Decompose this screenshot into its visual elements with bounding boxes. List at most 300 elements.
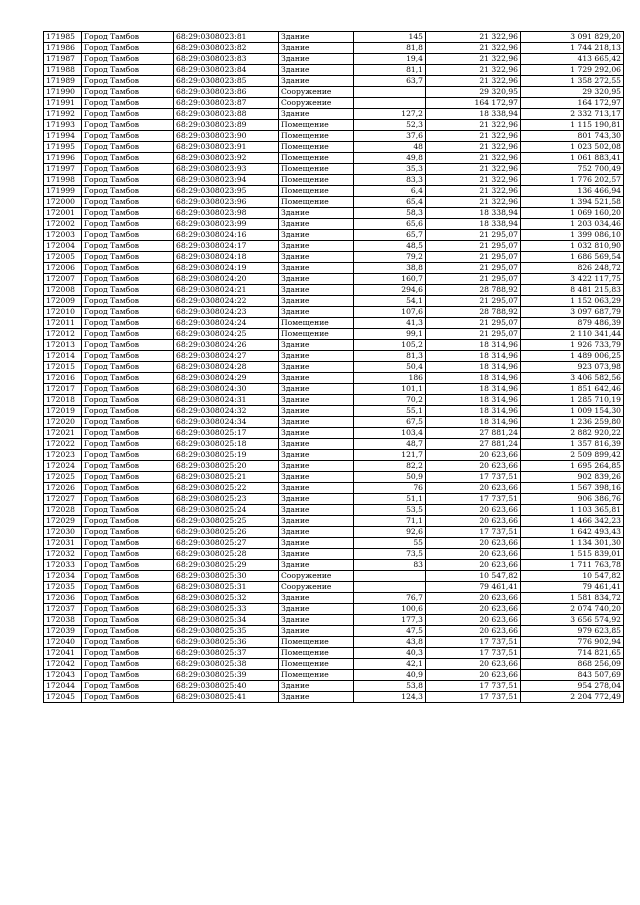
- specific-value-cell: 27 881,24: [426, 428, 521, 439]
- table-row: [44, 659, 624, 670]
- cadastral-number-cell: 68:29:0308023:82: [174, 43, 279, 54]
- specific-value-cell: 21 295,07: [426, 252, 521, 263]
- cadastral-value-cell: 1 394 521,58: [521, 197, 624, 208]
- specific-value-cell: 21 322,96: [426, 131, 521, 142]
- table-row: [44, 582, 624, 593]
- table-row: [44, 197, 624, 208]
- area-cell: 48,5: [354, 241, 426, 252]
- cadastral-number-cell: 68:29:0308025:38: [174, 659, 279, 670]
- cadastral-number-cell: 68:29:0308025:35: [174, 626, 279, 637]
- cadastral-number-cell: 68:29:0308025:26: [174, 527, 279, 538]
- area-cell: 65,6: [354, 219, 426, 230]
- table-row: [44, 241, 624, 252]
- row-number-cell: 172015: [44, 362, 82, 373]
- cadastral-number-cell: 68:29:0308023:81: [174, 32, 279, 43]
- table-row: [44, 109, 624, 120]
- table-row: [44, 274, 624, 285]
- cadastral-number-cell: 68:29:0308024:19: [174, 263, 279, 274]
- table-row: [44, 131, 624, 142]
- cadastral-number-cell: 68:29:0308024:21: [174, 285, 279, 296]
- municipality-cell: Город Тамбов: [82, 494, 174, 505]
- area-cell: 55,1: [354, 406, 426, 417]
- object-type-cell: Здание: [279, 296, 354, 307]
- area-cell: 50,9: [354, 472, 426, 483]
- cadastral-number-cell: 68:29:0308023:86: [174, 87, 279, 98]
- table-row: [44, 296, 624, 307]
- object-type-cell: Помещение: [279, 670, 354, 681]
- municipality-cell: Город Тамбов: [82, 527, 174, 538]
- area-cell: 38,8: [354, 263, 426, 274]
- cadastral-value-cell: 1 023 502,08: [521, 142, 624, 153]
- cadastral-number-cell: 68:29:0308023:92: [174, 153, 279, 164]
- cadastral-number-cell: 68:29:0308023:88: [174, 109, 279, 120]
- specific-value-cell: 21 295,07: [426, 296, 521, 307]
- specific-value-cell: 20 623,66: [426, 615, 521, 626]
- table-row: [44, 340, 624, 351]
- specific-value-cell: 18 314,96: [426, 406, 521, 417]
- municipality-cell: Город Тамбов: [82, 648, 174, 659]
- object-type-cell: Помещение: [279, 131, 354, 142]
- cadastral-value-cell: 1 115 190,81: [521, 120, 624, 131]
- object-type-cell: Здание: [279, 527, 354, 538]
- row-number-cell: 172033: [44, 560, 82, 571]
- cadastral-number-cell: 68:29:0308023:93: [174, 164, 279, 175]
- table-row: [44, 32, 624, 43]
- object-type-cell: Помещение: [279, 637, 354, 648]
- cadastral-value-table: [43, 31, 624, 703]
- table-body: [44, 32, 624, 703]
- row-number-cell: 172008: [44, 285, 82, 296]
- municipality-cell: Город Тамбов: [82, 428, 174, 439]
- cadastral-value-cell: 826 248,72: [521, 263, 624, 274]
- row-number-cell: 172020: [44, 417, 82, 428]
- municipality-cell: Город Тамбов: [82, 582, 174, 593]
- table-row: [44, 637, 624, 648]
- municipality-cell: Город Тамбов: [82, 560, 174, 571]
- cadastral-number-cell: 68:29:0308023:85: [174, 76, 279, 87]
- area-cell: 82,2: [354, 461, 426, 472]
- cadastral-number-cell: 68:29:0308024:22: [174, 296, 279, 307]
- cadastral-number-cell: 68:29:0308025:34: [174, 615, 279, 626]
- cadastral-value-cell: 1 515 839,01: [521, 549, 624, 560]
- specific-value-cell: 79 461,41: [426, 582, 521, 593]
- specific-value-cell: 20 623,66: [426, 560, 521, 571]
- cadastral-value-cell: 136 466,94: [521, 186, 624, 197]
- cadastral-number-cell: 68:29:0308023:91: [174, 142, 279, 153]
- table-row: [44, 384, 624, 395]
- cadastral-number-cell: 68:29:0308024:34: [174, 417, 279, 428]
- table-row: [44, 648, 624, 659]
- row-number-cell: 171996: [44, 153, 82, 164]
- object-type-cell: Помещение: [279, 648, 354, 659]
- row-number-cell: 172025: [44, 472, 82, 483]
- table-row: [44, 527, 624, 538]
- cadastral-number-cell: 68:29:0308023:83: [174, 54, 279, 65]
- table-row: [44, 43, 624, 54]
- table-row: [44, 406, 624, 417]
- cadastral-value-cell: 3 422 117,75: [521, 274, 624, 285]
- row-number-cell: 172023: [44, 450, 82, 461]
- municipality-cell: Город Тамбов: [82, 384, 174, 395]
- cadastral-number-cell: 68:29:0308024:26: [174, 340, 279, 351]
- row-number-cell: 172014: [44, 351, 82, 362]
- municipality-cell: Город Тамбов: [82, 43, 174, 54]
- area-cell: 42,1: [354, 659, 426, 670]
- table-row: [44, 164, 624, 175]
- specific-value-cell: 18 314,96: [426, 351, 521, 362]
- object-type-cell: Здание: [279, 362, 354, 373]
- cadastral-number-cell: 68:29:0308025:40: [174, 681, 279, 692]
- object-type-cell: Здание: [279, 351, 354, 362]
- area-cell: 83,3: [354, 175, 426, 186]
- cadastral-value-cell: 1 642 493,43: [521, 527, 624, 538]
- municipality-cell: Город Тамбов: [82, 208, 174, 219]
- row-number-cell: 172039: [44, 626, 82, 637]
- row-number-cell: 171989: [44, 76, 82, 87]
- municipality-cell: Город Тамбов: [82, 252, 174, 263]
- cadastral-value-cell: 3 656 574,92: [521, 615, 624, 626]
- municipality-cell: Город Тамбов: [82, 461, 174, 472]
- cadastral-value-cell: 902 839,26: [521, 472, 624, 483]
- object-type-cell: Здание: [279, 681, 354, 692]
- row-number-cell: 172044: [44, 681, 82, 692]
- municipality-cell: Город Тамбов: [82, 263, 174, 274]
- municipality-cell: Город Тамбов: [82, 439, 174, 450]
- specific-value-cell: 20 623,66: [426, 483, 521, 494]
- cadastral-number-cell: 68:29:0308024:16: [174, 230, 279, 241]
- cadastral-value-cell: 1 236 259,80: [521, 417, 624, 428]
- municipality-cell: Город Тамбов: [82, 373, 174, 384]
- row-number-cell: 172026: [44, 483, 82, 494]
- cadastral-value-cell: 2 204 772,49: [521, 692, 624, 703]
- specific-value-cell: 21 322,96: [426, 76, 521, 87]
- table-row: [44, 681, 624, 692]
- specific-value-cell: 21 322,96: [426, 186, 521, 197]
- row-number-cell: 172003: [44, 230, 82, 241]
- specific-value-cell: 17 737,51: [426, 472, 521, 483]
- object-type-cell: Здание: [279, 307, 354, 318]
- object-type-cell: Сооружение: [279, 87, 354, 98]
- specific-value-cell: 18 314,96: [426, 373, 521, 384]
- cadastral-number-cell: 68:29:0308024:17: [174, 241, 279, 252]
- area-cell: 73,5: [354, 549, 426, 560]
- row-number-cell: 171985: [44, 32, 82, 43]
- row-number-cell: 172032: [44, 549, 82, 560]
- cadastral-value-cell: 906 386,76: [521, 494, 624, 505]
- table-row: [44, 615, 624, 626]
- cadastral-number-cell: 68:29:0308024:30: [174, 384, 279, 395]
- cadastral-value-cell: 2 110 341,44: [521, 329, 624, 340]
- cadastral-number-cell: 68:29:0308025:28: [174, 549, 279, 560]
- specific-value-cell: 18 314,96: [426, 395, 521, 406]
- municipality-cell: Город Тамбов: [82, 593, 174, 604]
- specific-value-cell: 20 623,66: [426, 461, 521, 472]
- area-cell: 65,4: [354, 197, 426, 208]
- specific-value-cell: 20 623,66: [426, 670, 521, 681]
- row-number-cell: 172013: [44, 340, 82, 351]
- specific-value-cell: 21 322,96: [426, 142, 521, 153]
- specific-value-cell: 21 322,96: [426, 120, 521, 131]
- area-cell: [354, 98, 426, 109]
- object-type-cell: Помещение: [279, 197, 354, 208]
- table-row: [44, 120, 624, 131]
- cadastral-value-cell: 1 032 810,90: [521, 241, 624, 252]
- cadastral-number-cell: 68:29:0308025:27: [174, 538, 279, 549]
- object-type-cell: Здание: [279, 274, 354, 285]
- specific-value-cell: 10 547,82: [426, 571, 521, 582]
- municipality-cell: Город Тамбов: [82, 329, 174, 340]
- row-number-cell: 172045: [44, 692, 82, 703]
- cadastral-number-cell: 68:29:0308023:87: [174, 98, 279, 109]
- area-cell: 54,1: [354, 296, 426, 307]
- cadastral-value-cell: 413 665,42: [521, 54, 624, 65]
- municipality-cell: Город Тамбов: [82, 681, 174, 692]
- cadastral-value-cell: 923 073,98: [521, 362, 624, 373]
- municipality-cell: Город Тамбов: [82, 32, 174, 43]
- cadastral-value-cell: 79 461,41: [521, 582, 624, 593]
- table-row: [44, 395, 624, 406]
- cadastral-value-cell: 2 509 899,42: [521, 450, 624, 461]
- area-cell: [354, 571, 426, 582]
- row-number-cell: 172036: [44, 593, 82, 604]
- cadastral-value-cell: 1 357 816,39: [521, 439, 624, 450]
- row-number-cell: 172028: [44, 505, 82, 516]
- row-number-cell: 171999: [44, 186, 82, 197]
- cadastral-number-cell: 68:29:0308025:25: [174, 516, 279, 527]
- cadastral-number-cell: 68:29:0308024:32: [174, 406, 279, 417]
- area-cell: 101,1: [354, 384, 426, 395]
- row-number-cell: 171991: [44, 98, 82, 109]
- object-type-cell: Здание: [279, 252, 354, 263]
- table-row: [44, 626, 624, 637]
- row-number-cell: 172004: [44, 241, 82, 252]
- area-cell: 52,3: [354, 120, 426, 131]
- cadastral-number-cell: 68:29:0308024:24: [174, 318, 279, 329]
- row-number-cell: 172005: [44, 252, 82, 263]
- document-page: [43, 31, 624, 703]
- object-type-cell: Здание: [279, 692, 354, 703]
- row-number-cell: 172022: [44, 439, 82, 450]
- cadastral-value-cell: 10 547,82: [521, 571, 624, 582]
- cadastral-number-cell: 68:29:0308023:94: [174, 175, 279, 186]
- municipality-cell: Город Тамбов: [82, 307, 174, 318]
- table-row: [44, 98, 624, 109]
- area-cell: 40,3: [354, 648, 426, 659]
- object-type-cell: Здание: [279, 560, 354, 571]
- cadastral-value-cell: 3 097 687,79: [521, 307, 624, 318]
- specific-value-cell: 20 623,66: [426, 549, 521, 560]
- cadastral-value-cell: 1 686 569,54: [521, 252, 624, 263]
- row-number-cell: 171994: [44, 131, 82, 142]
- table-row: [44, 285, 624, 296]
- specific-value-cell: 21 295,07: [426, 263, 521, 274]
- cadastral-number-cell: 68:29:0308023:98: [174, 208, 279, 219]
- object-type-cell: Здание: [279, 285, 354, 296]
- cadastral-value-cell: 979 623,85: [521, 626, 624, 637]
- row-number-cell: 172042: [44, 659, 82, 670]
- cadastral-value-cell: 3 406 582,56: [521, 373, 624, 384]
- object-type-cell: Здание: [279, 230, 354, 241]
- cadastral-value-cell: 1 103 365,81: [521, 505, 624, 516]
- municipality-cell: Город Тамбов: [82, 296, 174, 307]
- cadastral-number-cell: 68:29:0308025:19: [174, 450, 279, 461]
- cadastral-number-cell: 68:29:0308025:39: [174, 670, 279, 681]
- area-cell: 145: [354, 32, 426, 43]
- object-type-cell: Здание: [279, 76, 354, 87]
- area-cell: 76: [354, 483, 426, 494]
- table-row: [44, 76, 624, 87]
- specific-value-cell: 164 172,97: [426, 98, 521, 109]
- row-number-cell: 172031: [44, 538, 82, 549]
- area-cell: [354, 87, 426, 98]
- municipality-cell: Город Тамбов: [82, 659, 174, 670]
- area-cell: 81,3: [354, 351, 426, 362]
- cadastral-number-cell: 68:29:0308025:17: [174, 428, 279, 439]
- municipality-cell: Город Тамбов: [82, 109, 174, 120]
- specific-value-cell: 21 295,07: [426, 241, 521, 252]
- area-cell: 43,8: [354, 637, 426, 648]
- object-type-cell: Здание: [279, 241, 354, 252]
- cadastral-number-cell: 68:29:0308025:41: [174, 692, 279, 703]
- specific-value-cell: 20 623,66: [426, 626, 521, 637]
- table-row: [44, 219, 624, 230]
- area-cell: 71,1: [354, 516, 426, 527]
- row-number-cell: 172035: [44, 582, 82, 593]
- area-cell: 49,8: [354, 153, 426, 164]
- specific-value-cell: 21 322,96: [426, 32, 521, 43]
- object-type-cell: Помещение: [279, 175, 354, 186]
- municipality-cell: Город Тамбов: [82, 87, 174, 98]
- specific-value-cell: 18 338,94: [426, 208, 521, 219]
- municipality-cell: Город Тамбов: [82, 505, 174, 516]
- object-type-cell: Здание: [279, 505, 354, 516]
- object-type-cell: Здание: [279, 604, 354, 615]
- cadastral-number-cell: 68:29:0308025:37: [174, 648, 279, 659]
- specific-value-cell: 18 314,96: [426, 384, 521, 395]
- object-type-cell: Здание: [279, 208, 354, 219]
- object-type-cell: Здание: [279, 417, 354, 428]
- row-number-cell: 172024: [44, 461, 82, 472]
- municipality-cell: Город Тамбов: [82, 406, 174, 417]
- cadastral-value-cell: 843 507,69: [521, 670, 624, 681]
- specific-value-cell: 21 295,07: [426, 274, 521, 285]
- municipality-cell: Город Тамбов: [82, 219, 174, 230]
- specific-value-cell: 17 737,51: [426, 637, 521, 648]
- object-type-cell: Здание: [279, 109, 354, 120]
- municipality-cell: Город Тамбов: [82, 538, 174, 549]
- specific-value-cell: 18 338,94: [426, 219, 521, 230]
- object-type-cell: Здание: [279, 32, 354, 43]
- table-row: [44, 329, 624, 340]
- table-row: [44, 153, 624, 164]
- area-cell: 41,3: [354, 318, 426, 329]
- specific-value-cell: 21 322,96: [426, 175, 521, 186]
- table-row: [44, 417, 624, 428]
- row-number-cell: 171987: [44, 54, 82, 65]
- row-number-cell: 172040: [44, 637, 82, 648]
- row-number-cell: 172012: [44, 329, 82, 340]
- cadastral-value-cell: 164 172,97: [521, 98, 624, 109]
- municipality-cell: Город Тамбов: [82, 318, 174, 329]
- area-cell: 105,2: [354, 340, 426, 351]
- table-row: [44, 593, 624, 604]
- table-row: [44, 516, 624, 527]
- specific-value-cell: 21 322,96: [426, 153, 521, 164]
- cadastral-value-cell: 3 091 829,20: [521, 32, 624, 43]
- area-cell: 121,7: [354, 450, 426, 461]
- municipality-cell: Город Тамбов: [82, 472, 174, 483]
- object-type-cell: Здание: [279, 373, 354, 384]
- area-cell: 103,4: [354, 428, 426, 439]
- table-row: [44, 483, 624, 494]
- row-number-cell: 171993: [44, 120, 82, 131]
- area-cell: 48,7: [354, 439, 426, 450]
- table-row: [44, 560, 624, 571]
- area-cell: 35,3: [354, 164, 426, 175]
- cadastral-value-cell: 8 481 215,83: [521, 285, 624, 296]
- municipality-cell: Город Тамбов: [82, 175, 174, 186]
- object-type-cell: Здание: [279, 439, 354, 450]
- area-cell: 81,8: [354, 43, 426, 54]
- specific-value-cell: 21 295,07: [426, 230, 521, 241]
- specific-value-cell: 17 737,51: [426, 648, 521, 659]
- cadastral-number-cell: 68:29:0308025:31: [174, 582, 279, 593]
- municipality-cell: Город Тамбов: [82, 615, 174, 626]
- table-row: [44, 604, 624, 615]
- row-number-cell: 172002: [44, 219, 82, 230]
- object-type-cell: Здание: [279, 406, 354, 417]
- table-row: [44, 461, 624, 472]
- area-cell: 65,7: [354, 230, 426, 241]
- specific-value-cell: 17 737,51: [426, 527, 521, 538]
- object-type-cell: Здание: [279, 494, 354, 505]
- row-number-cell: 172019: [44, 406, 82, 417]
- object-type-cell: Здание: [279, 593, 354, 604]
- cadastral-number-cell: 68:29:0308024:20: [174, 274, 279, 285]
- cadastral-number-cell: 68:29:0308023:96: [174, 197, 279, 208]
- row-number-cell: 171997: [44, 164, 82, 175]
- municipality-cell: Город Тамбов: [82, 362, 174, 373]
- specific-value-cell: 20 623,66: [426, 659, 521, 670]
- cadastral-number-cell: 68:29:0308025:22: [174, 483, 279, 494]
- row-number-cell: 172027: [44, 494, 82, 505]
- municipality-cell: Город Тамбов: [82, 692, 174, 703]
- table-row: [44, 362, 624, 373]
- municipality-cell: Город Тамбов: [82, 340, 174, 351]
- area-cell: [354, 582, 426, 593]
- specific-value-cell: 18 338,94: [426, 109, 521, 120]
- area-cell: 160,7: [354, 274, 426, 285]
- object-type-cell: Здание: [279, 340, 354, 351]
- object-type-cell: Здание: [279, 395, 354, 406]
- area-cell: 127,2: [354, 109, 426, 120]
- area-cell: 47,5: [354, 626, 426, 637]
- cadastral-value-cell: 1 009 154,30: [521, 406, 624, 417]
- object-type-cell: Помещение: [279, 142, 354, 153]
- cadastral-value-cell: 879 486,39: [521, 318, 624, 329]
- table-row: [44, 428, 624, 439]
- row-number-cell: 172043: [44, 670, 82, 681]
- table-row: [44, 252, 624, 263]
- row-number-cell: 172007: [44, 274, 82, 285]
- cadastral-number-cell: 68:29:0308025:30: [174, 571, 279, 582]
- table-row: [44, 54, 624, 65]
- cadastral-number-cell: 68:29:0308023:99: [174, 219, 279, 230]
- area-cell: 55: [354, 538, 426, 549]
- cadastral-number-cell: 68:29:0308025:24: [174, 505, 279, 516]
- object-type-cell: Здание: [279, 43, 354, 54]
- cadastral-number-cell: 68:29:0308024:25: [174, 329, 279, 340]
